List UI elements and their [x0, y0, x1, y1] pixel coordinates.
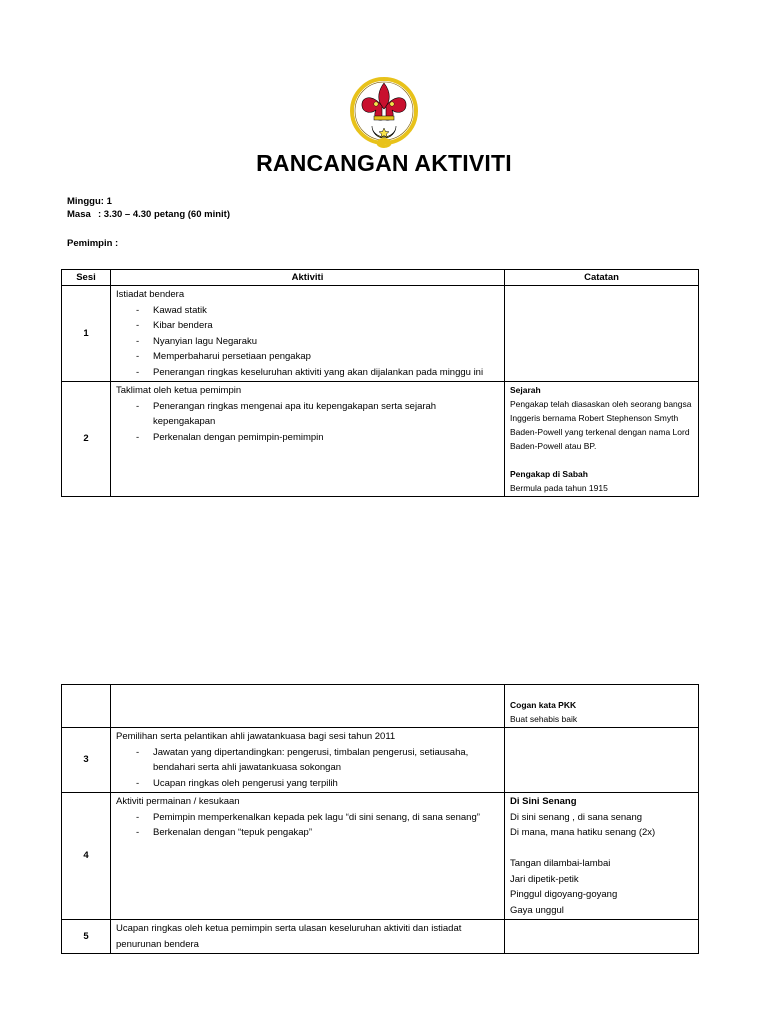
aktiviti-cell [111, 728, 505, 793]
song-line: Di sini senang , di sana senang [510, 811, 643, 823]
meta-masa [67, 208, 230, 221]
catatan-cell [505, 728, 699, 793]
aktiviti-list [116, 399, 499, 446]
header-sesi: Sesi [62, 270, 111, 286]
scout-emblem-logo [347, 76, 421, 150]
aktiviti-cell [111, 793, 505, 920]
catatan-cell [505, 382, 699, 497]
song-line: Tangan dilambai-lambai [510, 858, 611, 869]
aktiviti-cell: Ucapan ringkas oleh ketua pemimpin serta ulasan keseluruhan aktiviti dan istiadat penurunan bendera [111, 920, 505, 954]
list-item: - Jawatan yang dipertandingkan: pengerusi, timbalan pengerusi, setiausaha, bendahari serta ahli jawatankuasa sokongan [136, 745, 499, 776]
aktiviti-cell-empty [111, 685, 505, 728]
catatan-cell [505, 286, 699, 382]
note-heading-sabah: Pengakap di Sabah [510, 469, 588, 479]
list-item: - Nyanyian lagu Negaraku [136, 334, 499, 350]
list-item: - Penerangan ringkas mengenai apa itu kepengakapan serta sejarah kepengakapan [136, 399, 499, 430]
aktiviti-cell [111, 286, 505, 382]
note-heading-sejarah: Sejarah [510, 385, 541, 395]
list-item: - Berkenalan dengan “tepuk pengakap” [136, 825, 499, 841]
table-row-sesi-1 [62, 286, 699, 382]
table-row-sesi-5 [62, 920, 699, 954]
meta-minggu: Minggu: 1 [67, 196, 112, 207]
header-aktiviti: Aktiviti [111, 270, 505, 286]
note-heading-cogan: Cogan kata PKK [510, 700, 577, 710]
catatan-cell [505, 793, 699, 920]
list-item: - Memperbaharui persetiaan pengakap [136, 349, 499, 365]
list-item: - Pemimpin memperkenalkan kepada pek lagu “di sini senang, di sana senang” [136, 810, 499, 826]
activity-table-page-2 [61, 684, 699, 954]
table-row-sesi-4 [62, 793, 699, 920]
meta-pemimpin: Pemimpin : [67, 238, 119, 249]
aktiviti-title: Aktiviti permainan / kesukaan [116, 796, 240, 807]
page-title: RANCANGAN AKTIVITI [256, 150, 512, 176]
note-text-cogan: Buat sehabis baik [510, 714, 578, 724]
table-row-sesi-3 [62, 728, 699, 793]
song-line: Jari dipetik-petik [510, 873, 579, 885]
note-text-sejarah: Pengakap telah diasaskan oleh seorang bangsa Inggeris bernama Robert Stephenson Smyth Baden-Powell yang terkenal dengan nama Lord Baden-Powell atau BP. [510, 399, 692, 451]
sesi-cell-empty [62, 685, 111, 728]
list-item: - Perkenalan dengan pemimpin-pemimpin [136, 430, 499, 446]
aktiviti-list [116, 303, 499, 381]
sesi-number: 1 [62, 286, 111, 382]
aktiviti-title: Pemilihan serta pelantikan ahli jawatankuasa bagi sesi tahun 2011 [116, 731, 396, 742]
list-item: - Ucapan ringkas oleh pengerusi yang terpilih [136, 776, 499, 792]
song-title: Di Sini Senang [510, 796, 577, 807]
activity-table-page-1 [61, 269, 699, 497]
song-line: Di mana, mana hatiku senang (2x) [510, 827, 656, 838]
aktiviti-cell [111, 382, 505, 497]
list-item: - Kibar bendera [136, 318, 499, 334]
song-line: Pinggul digoyang-goyang [510, 889, 618, 900]
table-header-row [62, 270, 699, 286]
masa-label: Masa [67, 209, 91, 220]
aktiviti-list [116, 745, 499, 792]
sesi-number: 2 [62, 382, 111, 497]
sesi-number: 3 [62, 728, 111, 793]
list-item: - Kawad statik [136, 303, 499, 319]
catatan-cell [505, 920, 699, 954]
catatan-cell [505, 685, 699, 728]
note-text-sabah: Bermula pada tahun 1915 [510, 483, 608, 493]
header-catatan: Catatan [505, 270, 699, 286]
list-item: - Penerangan ringkas keseluruhan aktiviti yang akan dijalankan pada minggu ini [136, 365, 499, 381]
song-line: Gaya unggul [510, 904, 564, 916]
aktiviti-list [116, 810, 499, 841]
sesi-number: 5 [62, 920, 111, 954]
masa-value: : 3.30 – 4.30 petang (60 minit) [98, 209, 230, 220]
sesi-number: 4 [62, 793, 111, 920]
aktiviti-title: Istiadat bendera [116, 289, 185, 300]
aktiviti-title: Taklimat oleh ketua pemimpin [116, 385, 242, 396]
table-row-sesi-2 [62, 382, 699, 497]
table-row-continuation [62, 685, 699, 728]
